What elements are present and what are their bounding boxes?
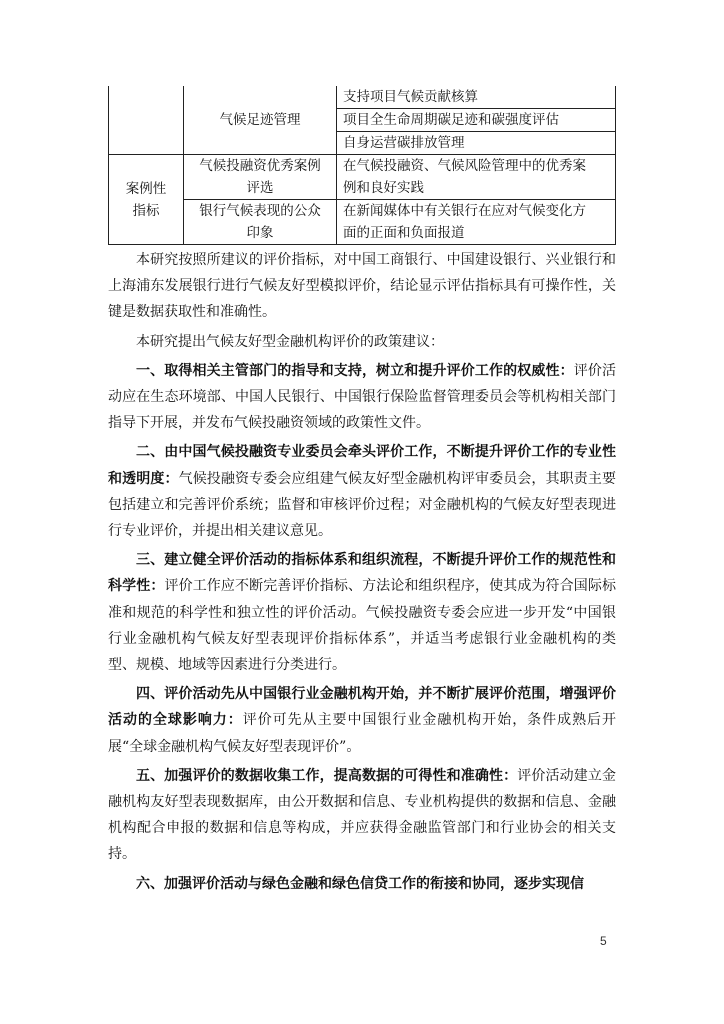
paragraph-text: 评价可先从主要中国银行业金融机构开始，条件成熟后开展“全球金融机构气候友好型表现评价”。 <box>108 712 617 755</box>
paragraph-heading: 三、建立健全评价活动的指标体系和组织流程，不断提升评价工作的规范性和科学性： <box>108 552 616 595</box>
table-cell-description: 支持项目气候贡献核算 <box>337 86 616 109</box>
paragraph <box>108 439 616 544</box>
body-text <box>108 247 616 897</box>
paragraph: 本研究按照所建议的评价指标，对中国工商银行、中国建设银行、兴业银行和上海浦东发展银行进行气候友好型模拟评价，结论显示评估指标具有可操作性，关键是数据获取性和准确性。 <box>108 252 616 321</box>
paragraph-heading: 二、由中国气候投融资专业委员会牵头评价工作，不断提升评价工作的专业性和透明度： <box>108 444 616 487</box>
paragraph-text: 评价活动建立金融机构友好型表现数据库，由公开数据和信息、专业机构提供的数据和信息、金融机构配合申报的数据和信息等构成，并应获得金融监管部门和行业协会的相关支持。 <box>108 767 617 863</box>
table-row <box>109 200 616 245</box>
table-cell-category <box>109 155 184 245</box>
paragraph-heading: 一、取得相关主管部门的指导和支持，树立和提升评价工作的权威性： <box>136 362 574 379</box>
paragraph-heading: 四、评价活动先从中国银行业金融机构开始，并不断扩展评价范围，增强评价活动的全球影响力： <box>108 686 616 729</box>
paragraph-text: 评价工作应不断完善评价指标、方法论和组织程序，使其成为符合国际标准和规范的科学性和独立性的评价活动。气候投融资专委会应进一步开发“中国银行业金融机构气候友好型表现评价指标体系”，并适当考虑银行业金融机构的类型、规模、地域等因素进行分类进行。 <box>108 578 617 674</box>
category-line: 案例性 <box>125 180 167 197</box>
paragraph <box>108 871 616 897</box>
page-number: 5 <box>600 934 607 948</box>
paragraph <box>108 547 616 678</box>
table-cell-indicator: 气候足迹管理 <box>184 86 337 155</box>
table-cell-description: 在气候投融资、气候风险管理中的优秀案 例和良好实践 <box>337 155 616 200</box>
paragraph <box>108 763 616 868</box>
category-line: 指标 <box>132 202 160 219</box>
table-cell-indicator: 气候投融资优秀案例 评选 <box>184 155 337 200</box>
paragraph: 本研究提出气候友好型金融机构评价的政策建议： <box>136 333 444 350</box>
table-cell-description: 项目全生命周期碳足迹和碳强度评估 <box>337 109 616 132</box>
paragraph-heading: 六、加强评价活动与绿色金融和绿色信贷工作的衔接和协同，逐步实现信 <box>136 875 584 892</box>
paragraph <box>108 681 616 760</box>
table-cell-category-empty <box>109 86 184 155</box>
table-row <box>109 155 616 200</box>
paragraph <box>108 358 616 437</box>
table-cell-description: 在新闻媒体中有关银行在应对气候变化方 面的正面和负面报道 <box>337 200 616 245</box>
paragraph-text: 评价活动应在生态环境部、中国人民银行、中国银行保险监督管理委员会等机构相关部门指导下开展，并发布气候投融资领域的政策性文件。 <box>108 362 617 432</box>
paragraph-text: 气候投融资专委会应组建气候友好型金融机构评审委员会，其职责主要包括建立和完善评价系统；监督和审核评价过程；对金融机构的气候友好型表现进行专业评价，并提出相关建议意见。 <box>108 470 617 540</box>
table-row <box>109 86 616 109</box>
table-cell-indicator: 银行气候表现的公众 印象 <box>184 200 337 245</box>
indicator-table <box>108 86 616 245</box>
table-cell-description: 自身运营碳排放管理 <box>337 132 616 155</box>
paragraph-heading: 五、加强评价的数据收集工作，提高数据的可得性和准确性： <box>136 767 518 784</box>
